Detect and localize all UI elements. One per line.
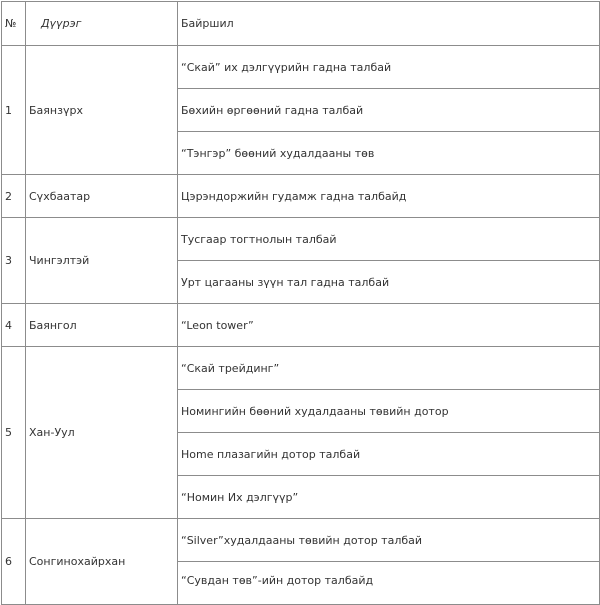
row-number: 5 xyxy=(2,347,26,519)
location-cell: Тусгаар тогтнолын талбай xyxy=(178,218,600,261)
row-number: 2 xyxy=(2,175,26,218)
district-location-table xyxy=(1,1,600,605)
table-row xyxy=(2,218,600,261)
row-number: 3 xyxy=(2,218,26,304)
location-cell: “Номин Их дэлгүүр” xyxy=(178,476,600,519)
location-cell: “Скай” их дэлгүүрийн гадна талбай xyxy=(178,46,600,89)
location-cell: “Тэнгэр” бөөний худалдааны төв xyxy=(178,132,600,175)
location-cell: Урт цагааны зүүн тал гадна талбай xyxy=(178,261,600,304)
table-row xyxy=(2,519,600,562)
table-row xyxy=(2,175,600,218)
location-cell: Home плазагийн дотор талбай xyxy=(178,433,600,476)
header-district: Дүүрэг xyxy=(26,2,178,46)
row-number: 4 xyxy=(2,304,26,347)
table-row xyxy=(2,347,600,390)
district-name: Баянзүрх xyxy=(26,46,178,175)
location-cell: Номингийн бөөний худалдааны төвийн дотор xyxy=(178,390,600,433)
table-header-row xyxy=(2,2,600,46)
location-cell: “Leon tower” xyxy=(178,304,600,347)
district-name: Сонгинохайрхан xyxy=(26,519,178,605)
header-number: № xyxy=(2,2,26,46)
district-name: Сүхбаатар xyxy=(26,175,178,218)
location-cell: “Скай трейдинг” xyxy=(178,347,600,390)
location-cell: Бөхийн өргөөний гадна талбай xyxy=(178,89,600,132)
district-name: Баянгол xyxy=(26,304,178,347)
row-number: 1 xyxy=(2,46,26,175)
table-row xyxy=(2,304,600,347)
location-cell: “Сувдан төв”-ийн дотор талбайд xyxy=(178,562,600,605)
district-name: Хан-Уул xyxy=(26,347,178,519)
table-row xyxy=(2,46,600,89)
district-name: Чингэлтэй xyxy=(26,218,178,304)
location-cell: Цэрэндоржийн гудамж гадна талбайд xyxy=(178,175,600,218)
location-cell: “Silver”худалдааны төвийн дотор талбай xyxy=(178,519,600,562)
header-location: Байршил xyxy=(178,2,600,46)
row-number: 6 xyxy=(2,519,26,605)
